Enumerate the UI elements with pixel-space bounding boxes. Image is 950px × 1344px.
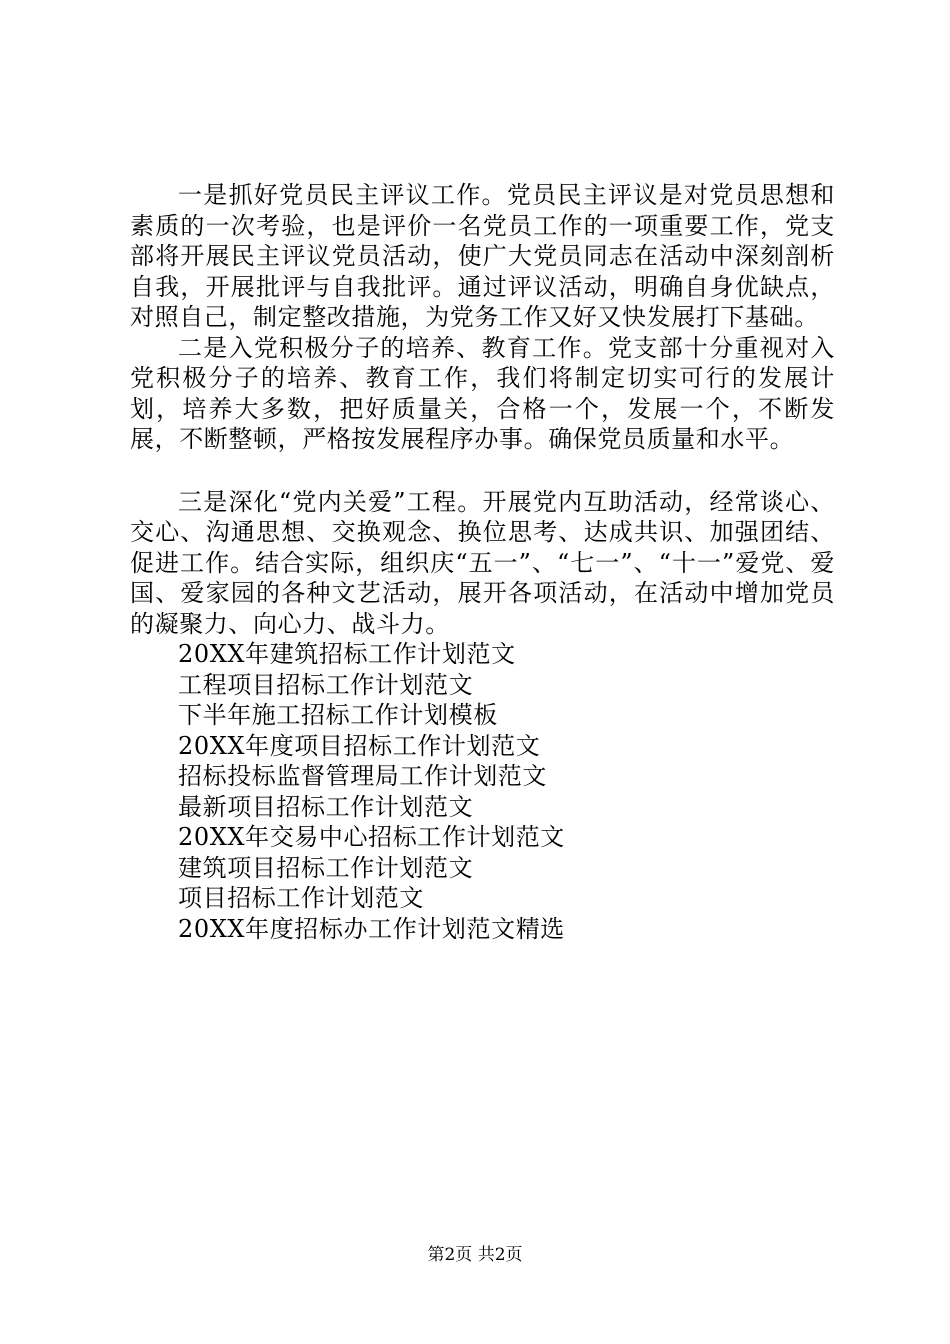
related-article-link[interactable]: 下半年施工招标工作计划模板	[178, 701, 498, 729]
related-article-link[interactable]: 招标投标监督管理局工作计划范文	[178, 762, 547, 790]
document-body	[130, 180, 835, 944]
related-article-link[interactable]: 工程项目招标工作计划范文	[178, 670, 474, 699]
page-footer: 第2页 共2页	[427, 1245, 523, 1265]
related-article-link[interactable]: 20XX年度项目招标工作计划范文	[178, 731, 541, 760]
related-article-link[interactable]: 项目招标工作计划范文	[178, 884, 424, 912]
related-article-link[interactable]: 最新项目招标工作计划范文	[178, 792, 474, 821]
related-article-link[interactable]: 20XX年建筑招标工作计划范文	[178, 640, 516, 668]
related-articles-list	[130, 639, 835, 944]
related-article-link[interactable]: 20XX年交易中心招标工作计划范文	[178, 823, 565, 851]
paragraph-activist-training: 二是入党积极分子的培养、教育工作。党支部十分重视对入党积极分子的培养、教育工作，我们将制定切实可行的发展计划，培养大多数，把好质量关，合格一个，发展一个，不断发展，不断整顿，严格按发展程序办事。确保党员质量和水平。	[130, 333, 835, 453]
paragraph-party-review: 一是抓好党员民主评议工作。党员民主评议是对党员思想和素质的一次考验，也是评价一名党员工作的一项重要工作，党支部将开展民主评议党员活动，使广大党员同志在活动中深刻剖析自我，开展批评与自我批评。通过评议活动，明确自身优缺点，对照自己，制定整改措施，为党务工作又好又快发展打下基础。	[130, 181, 835, 331]
paragraph-party-care: 三是深化“党内关爱”工程。开展党内互助活动，经常谈心、交心、沟通思想、交换观念、换位思考、达成共识、加强团结、促进工作。结合实际，组织庆“五一”、“七一”、“十一”爱党、爱国、爱家园的各种文艺活动，展开各项活动，在活动中增加党员的凝聚力、向心力、战斗力。	[130, 487, 835, 638]
related-article-link[interactable]: 20XX年度招标办工作计划范文精选	[178, 914, 565, 943]
related-article-link[interactable]: 建筑项目招标工作计划范文	[178, 853, 474, 882]
